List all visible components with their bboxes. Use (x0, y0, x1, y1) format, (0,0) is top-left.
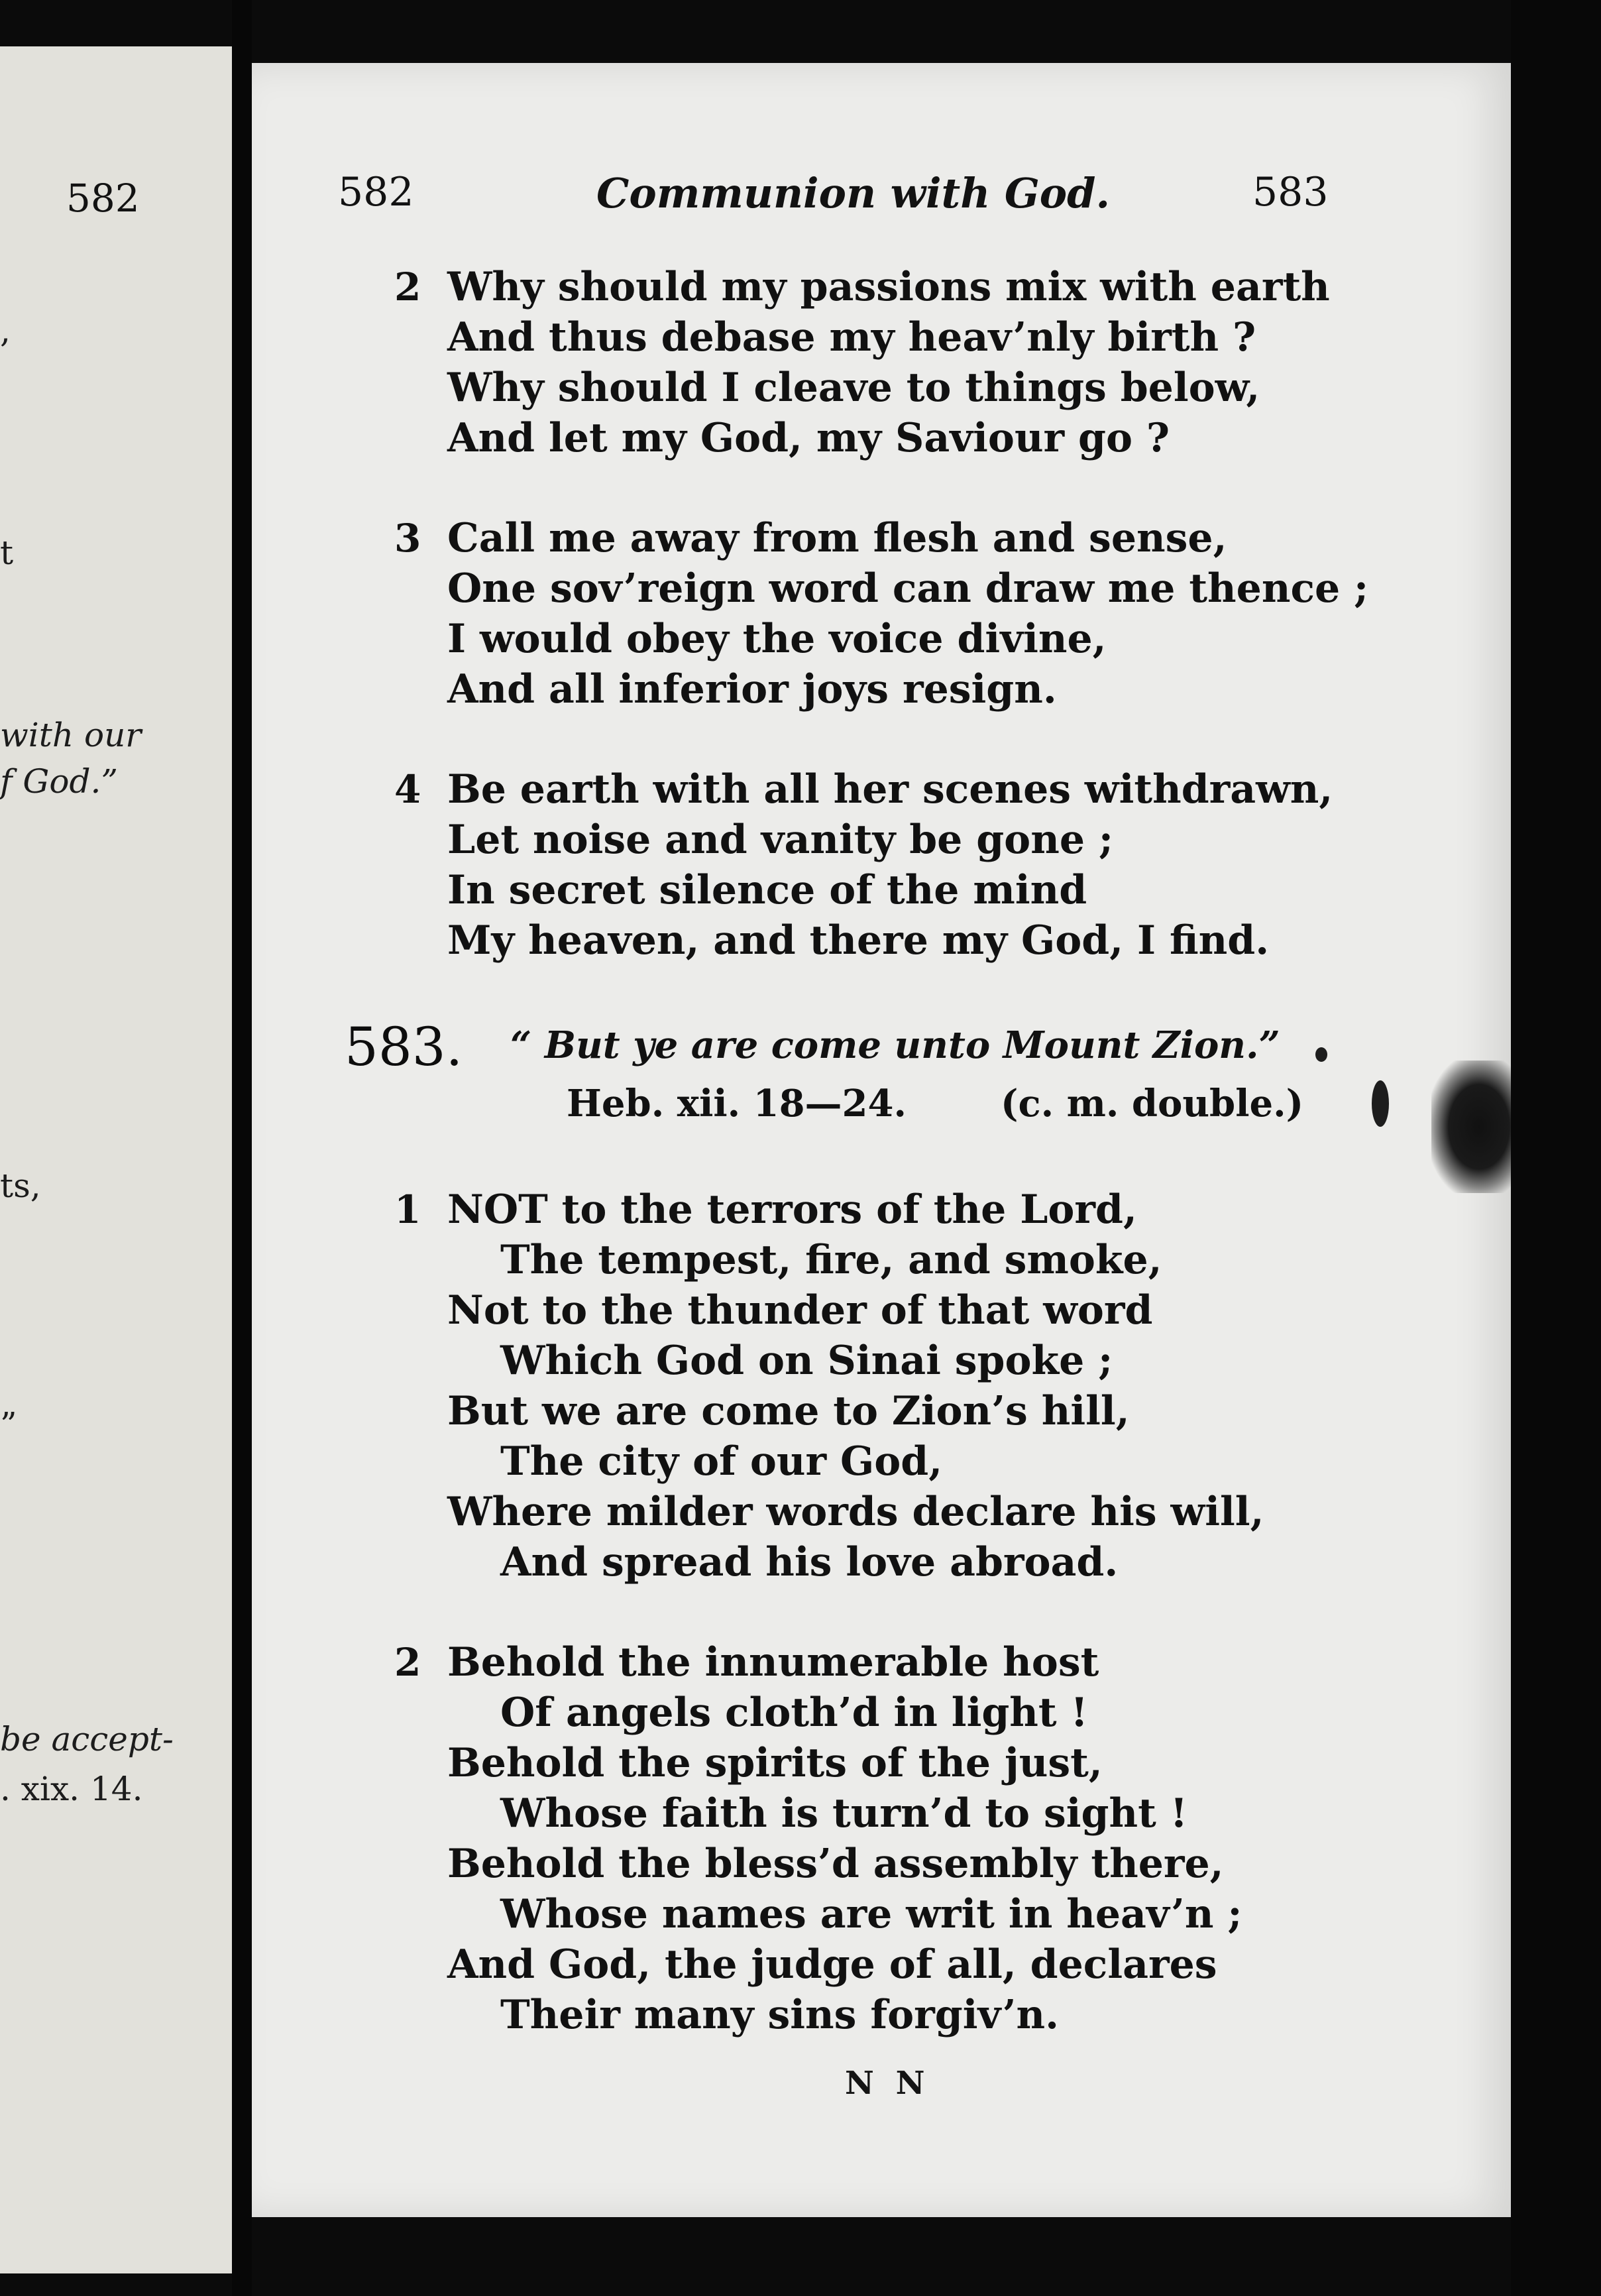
edge-fragment: , (0, 312, 11, 350)
verse-line: Not to the thunder of that word (447, 1287, 1153, 1334)
left-page-number: 582 (66, 176, 140, 221)
page-content (252, 262, 1369, 2090)
edge-fragment: f God.” (0, 762, 118, 801)
hymn-header (252, 1015, 1345, 1168)
verse-line: Why should I cleave to things below, (447, 365, 1260, 411)
verse-line: And let my God, my Saviour go ? (447, 415, 1170, 461)
verse (252, 1637, 1345, 2040)
verse-line: Call me away from flesh and sense, (447, 515, 1227, 561)
scripture-reference: Heb. xii. 18—24. (567, 1082, 907, 1125)
verse-line: The city of our God, (500, 1438, 943, 1485)
verse-line: Their many sins forgiv’n. (500, 1992, 1059, 2038)
verse (252, 513, 1369, 715)
hymn-epigraph: “ But ye are come unto Mount Zion.” (510, 1023, 1280, 1067)
verse-line: Behold the innumerable host (447, 1639, 1099, 1686)
dark-margin (1511, 0, 1601, 2296)
hymn-number: 583. (345, 1016, 463, 1078)
verse-line: And thus debase my heav’nly birth ? (447, 314, 1256, 361)
verse-line: I would obey the voice divine, (447, 616, 1107, 662)
verse (252, 764, 1345, 966)
verse-line: And God, the judge of all, declares (447, 1941, 1217, 1988)
verse-number: 2 (394, 264, 421, 310)
verse-number: 3 (394, 516, 421, 561)
verse-number: 2 (394, 1640, 421, 1685)
verse-line: But we are come to Zion’s hill, (447, 1388, 1130, 1434)
verse-line: Whose faith is turn’d to sight ! (500, 1790, 1188, 1837)
verse-line: Behold the bless’d assembly there, (447, 1841, 1224, 1887)
verse-line: One sov’reign word can draw me thence ; (447, 565, 1369, 612)
verse-line: The tempest, fire, and smoke, (500, 1237, 1162, 1283)
verse-number: 1 (394, 1187, 421, 1232)
edge-fragment: ” (0, 1405, 17, 1444)
ink-smudge (1431, 1061, 1511, 1193)
verse-line: Whose names are writ in heav’n ; (500, 1891, 1242, 1937)
ink-speck (1372, 1080, 1389, 1127)
edge-fragment: be accept- (0, 1720, 174, 1758)
verse (252, 1184, 1345, 1587)
verse-line: Of angels cloth’d in light ! (500, 1690, 1088, 1736)
running-header (252, 169, 1345, 229)
verse-line: Why should my passions mix with earth (447, 264, 1330, 310)
page-number-right: 583 (1252, 169, 1329, 215)
verse-number: 4 (394, 767, 421, 812)
verse-line: And all inferior joys resign. (447, 666, 1057, 713)
book-gutter (232, 0, 252, 2296)
verse-line: Which God on Sinai spoke ; (500, 1338, 1113, 1384)
current-page (252, 63, 1511, 2217)
verse-line: Be earth with all her scenes withdrawn, (447, 766, 1333, 813)
verse-line: Behold the spirits of the just, (447, 1740, 1103, 1786)
verse (252, 262, 1345, 463)
running-title: Communion with God. (596, 169, 1111, 217)
printer-signature-mark: N N (845, 2065, 930, 2102)
verse-line: And spread his love abroad. (500, 1539, 1119, 1585)
edge-fragment: ts, (0, 1167, 41, 1205)
verse-line: Where milder words declare his will, (447, 1489, 1264, 1535)
verse-line: My heaven, and there my God, I find. (447, 917, 1270, 964)
verse-line: In secret silence of the mind (447, 867, 1087, 913)
page-number-left: 582 (338, 169, 414, 215)
hymn-meter: (c. m. double.) (1001, 1082, 1304, 1125)
verse-line: Let noise and vanity be gone ; (447, 817, 1114, 863)
ink-speck (1315, 1047, 1327, 1062)
edge-fragment: t (0, 534, 14, 572)
previous-page-edge (0, 46, 232, 2273)
verse-line: NOT to the terrors of the Lord, (447, 1186, 1137, 1233)
edge-fragment: . xix. 14. (0, 1770, 143, 1808)
edge-fragment: with our (0, 716, 142, 754)
